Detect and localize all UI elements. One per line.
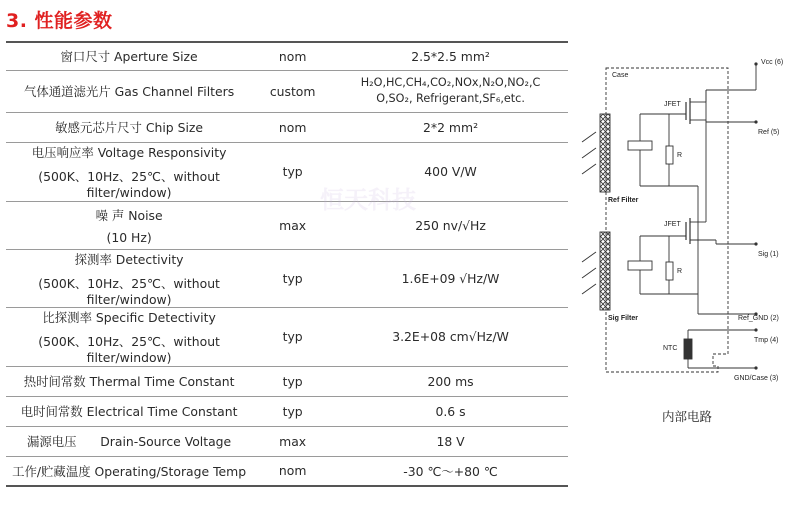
table-row <box>6 70 568 112</box>
jfet-2-label: JFET <box>664 221 681 228</box>
section-title: 3. 性能参数 <box>6 10 113 32</box>
param-name: 漏源电压 Drain-Source Voltage <box>6 426 252 456</box>
param-name-line2: (10 Hz) <box>106 229 152 245</box>
param-value: -30 ℃～+80 ℃ <box>333 456 568 486</box>
pin-gnd-label: GND/Case (3) <box>734 375 779 382</box>
param-name: 工作/贮藏温度 Operating/Storage Temp <box>6 456 252 486</box>
pin-ref-label: Ref (5) <box>758 129 780 136</box>
param-value-line1: H₂O,HC,CH₄,CO₂,NOx,N₂O,NO₂,C <box>360 76 541 89</box>
param-cond: max <box>252 426 333 456</box>
param-cond: typ <box>252 366 333 396</box>
param-cond: custom <box>252 70 333 112</box>
param-cond: typ <box>252 142 333 201</box>
param-name: 热时间常数 Thermal Time Constant <box>6 366 252 396</box>
resistor-1 <box>666 146 673 164</box>
table-row <box>6 42 568 70</box>
pin-tmp-label: Tmp (4) <box>754 337 779 344</box>
ref-filter-label: Ref Filter <box>608 197 639 204</box>
case-label: Case <box>612 72 629 79</box>
param-cond: nom <box>252 112 333 142</box>
param-value: 3.2E+08 cm√Hz/W <box>333 307 568 366</box>
param-name-line2: (500K、10Hz、25℃、without filter/window) <box>38 169 220 200</box>
parameter-table <box>6 41 568 487</box>
resistor-2-label: R <box>677 268 683 275</box>
resistor-2 <box>666 262 673 280</box>
table-row <box>6 426 568 456</box>
pin-vcc-label: Vcc (6) <box>761 59 784 66</box>
ntc-label: NTC <box>663 345 678 352</box>
table-row <box>6 112 568 142</box>
internal-circuit-diagram <box>578 54 792 384</box>
param-value: 1.6E+09 √Hz/W <box>333 249 568 307</box>
param-cond: nom <box>252 42 333 70</box>
radiation-arrows-sig <box>582 252 596 294</box>
param-value: 250 nv/√Hz <box>333 201 568 249</box>
param-name: 窗口尺寸 Aperture Size <box>6 42 252 70</box>
sig-filter-label: Sig Filter <box>608 315 638 322</box>
param-value: 2*2 mm² <box>333 112 568 142</box>
param-value: 0.6 s <box>333 396 568 426</box>
param-value <box>333 70 568 112</box>
param-cond: typ <box>252 396 333 426</box>
ntc-resistor <box>684 339 692 359</box>
param-name-line1: 比探测率 Specific Detectivity <box>42 310 216 325</box>
param-name <box>6 142 252 201</box>
param-value: 400 V/W <box>333 142 568 201</box>
param-name-line2: (500K、10Hz、25℃、without filter/window) <box>38 275 220 307</box>
circuit-caption: 内部电路 <box>662 409 713 424</box>
table-row <box>6 201 568 249</box>
table-row <box>6 456 568 486</box>
table-row <box>6 249 568 307</box>
param-value-line2: O,SO₂, Refrigerant,SF₆,etc. <box>376 92 525 105</box>
pin-ref-gnd-label: Ref_GND (2) <box>738 315 779 322</box>
param-cond: max <box>252 201 333 249</box>
param-name <box>6 307 252 366</box>
param-value: 200 ms <box>333 366 568 396</box>
ref-sensor-element <box>628 141 652 150</box>
param-name: 敏感元芯片尺寸 Chip Size <box>6 112 252 142</box>
sig-sensor-element <box>628 261 652 270</box>
radiation-arrows-ref <box>582 132 596 174</box>
resistor-1-label: R <box>677 152 683 159</box>
param-cond: nom <box>252 456 333 486</box>
param-value: 18 V <box>333 426 568 456</box>
pin-sig-label: Sig (1) <box>758 251 779 258</box>
param-name-line1: 电压响应率 Voltage Responsivity <box>31 145 227 160</box>
table-row <box>6 366 568 396</box>
sig-filter <box>600 232 610 310</box>
jfet-1-label: JFET <box>664 101 681 108</box>
param-name-line1: 噪 声 Noise <box>95 207 163 223</box>
watermark: 恒天科技 <box>320 186 416 214</box>
param-name: 电时间常数 Electrical Time Constant <box>6 396 252 426</box>
table-row <box>6 307 568 366</box>
table-row <box>6 396 568 426</box>
param-value: 2.5*2.5 mm² <box>333 42 568 70</box>
param-name-line2: (500K、10Hz、25℃、without filter/window) <box>38 334 220 365</box>
param-cond: typ <box>252 249 333 307</box>
ref-filter <box>600 114 610 192</box>
table-row <box>6 142 568 201</box>
param-name-line1: 探测率 Detectivity <box>74 251 184 267</box>
param-cond: typ <box>252 307 333 366</box>
param-name <box>6 249 252 307</box>
param-name <box>6 201 252 249</box>
param-name: 气体通道滤光片 Gas Channel Filters <box>6 70 252 112</box>
